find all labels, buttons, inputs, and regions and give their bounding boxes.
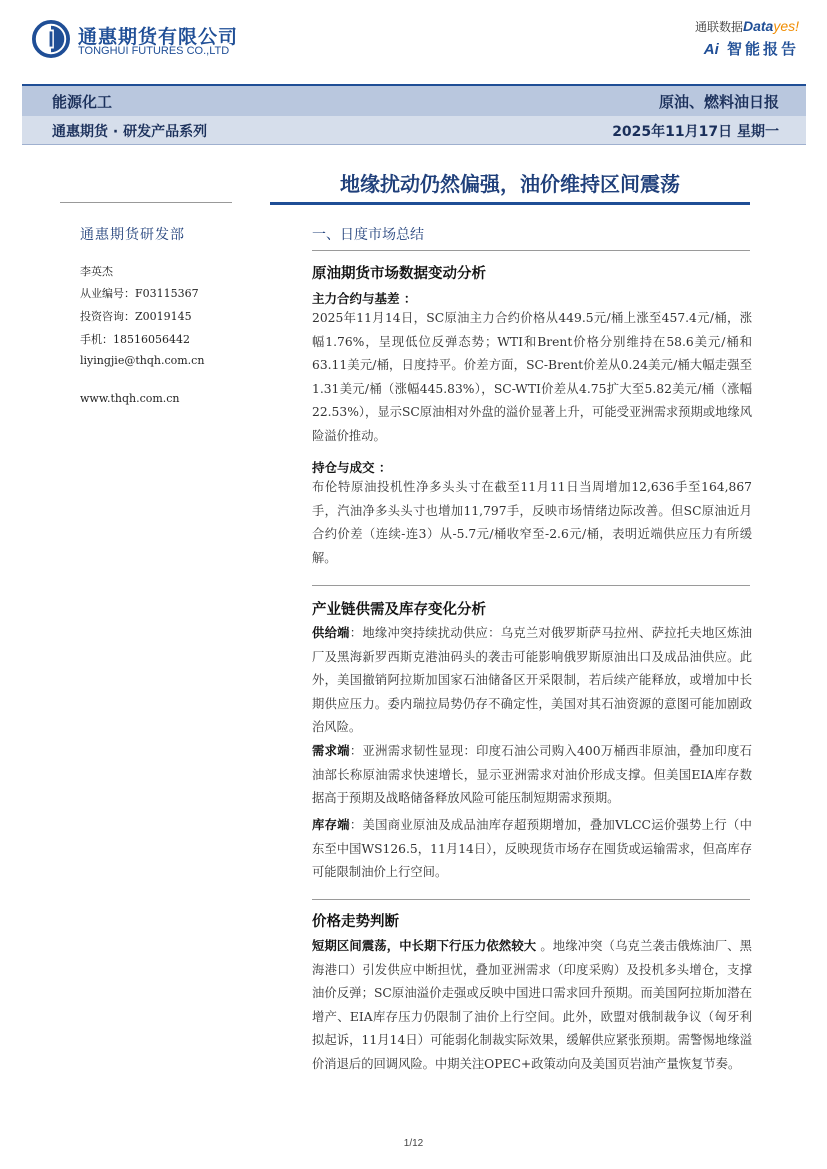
series-label: 通惠期货 · 研发产品系列 [52, 124, 208, 140]
paragraph-supply [312, 622, 752, 740]
block-divider-1 [312, 585, 750, 586]
ai-report-label: 智能报告 [726, 40, 799, 58]
text-inventory: ：美国商业原油及成品油库存超预期增加，叠加VLCC运价强势上行（中东至中国WS126.5，11月14日），反映现货市场存在囤货或运输需求，但高库存可能限制油价上行空间。 [312, 818, 752, 879]
analyst-name: 李英杰 [80, 265, 113, 278]
paragraph-price-trend [312, 935, 752, 1076]
phone-number: 手机：18516056442 [80, 333, 190, 346]
paragraph-inventory [312, 814, 752, 885]
report-date: 2025年11月17日 星期一 [612, 124, 779, 140]
datayes-brand [695, 18, 799, 35]
text-demand: ：亚洲需求韧性显现：印度石油公司购入400万桶西非原油，叠加印度石油部长称原油需求快速增长，显示亚洲需求对油价形成支撑。但美国EIA库存数据高于预期及战略储备释放风险可能压制短期需求预期。 [312, 744, 752, 805]
email-link[interactable]: liyingjie@thqh.com.cn [80, 354, 205, 367]
page-number: 1/12 [403, 1138, 424, 1149]
section-title: 一、日度市场总结 [312, 227, 424, 243]
license-number: 从业编号：F03115367 [80, 287, 199, 300]
datayes-brand-prefix: 通联数据 [694, 20, 743, 34]
price-trend-lead: 短期区间震荡，中长期下行压力依然较大 [312, 939, 537, 953]
sidebar-divider [60, 202, 232, 203]
report-title: 地缘扰动仍然偏强，油价维持区间震荡 [340, 172, 680, 196]
report-type-label: 原油、燃料油日报 [658, 93, 779, 111]
department-name: 通惠期货研发部 [80, 227, 185, 243]
ai-report-badge [704, 38, 799, 59]
company-name-cn: 通惠期货有限公司 [78, 26, 239, 48]
block-divider-2 [312, 899, 750, 900]
website-link[interactable]: www.thqh.com.cn [80, 392, 180, 405]
block-heading-price-trend: 价格走势判断 [312, 914, 399, 930]
sector-label: 能源化工 [52, 93, 113, 111]
company-name-en: TONGHUI FUTURES CO.,LTD [78, 45, 230, 57]
text-supply: ：地缘冲突持续扰动供应：乌克兰对俄罗斯萨马拉州、萨拉托夫地区炼油厂及黑海新罗西斯克港油码头的袭击可能影响俄罗斯原油出口及成品油供应。此外，美国撤销阿拉斯加国家石油储备区开采限制，若后续产能释放，或增加中长期供应压力。委内瑞拉局势仍存不确定性，美国对其石油资源的意图可能加剧政治风险。 [312, 626, 752, 734]
paragraph-contract-basis: 2025年11月14日，SC原油主力合约价格从449.5元/桶上涨至457.4元/桶，涨幅1.76%，呈现低位反弹态势；WTI和Brent价格分别维持在58.6美元/桶和63.11美元/桶，日度持平。价差方面，SC-Brent价差从0.24美元/桶大幅走强至1.31美元/桶（涨幅445.83%），SC-WTI价差从4.75扩大至5.82美元/桶（涨幅22.53%），显示SC原油相对外盘的溢价显著上升，可能受亚洲需求预期或地缘风险溢价推动。 [312, 311, 752, 443]
block-heading-market-data: 原油期货市场数据变动分析 [312, 266, 486, 282]
company-logo-icon [32, 20, 70, 58]
title-divider [270, 202, 750, 205]
label-inventory: 库存端 [312, 818, 350, 832]
ai-report-ai: Ai [703, 41, 719, 58]
price-trend-text: 。地缘冲突（乌克兰袭击俄炼油厂、黑海港口）引发供应中断担忧，叠加亚洲需求（印度采购）及投机多头增仓，支撑油价反弹；SC原油溢价走强或反映中国进口需求回升预期。而美国阿拉斯加潜在增产、EIA库存压力仍限制了油价上行空间。此外，欧盟对俄制裁争议（匈牙利拟起诉，11月14日）可能弱化制裁实际效果，缓解供应紧张预期。需警惕地缘溢价消退后的回调风险。中期关注OPEC+政策动向及美国页岩油产量恢复节奏。 [312, 939, 752, 1071]
section-divider [312, 250, 750, 251]
label-supply: 供给端 [312, 626, 350, 640]
consult-number: 投资咨询：Z0019145 [80, 310, 192, 323]
paragraph-demand [312, 740, 752, 811]
datayes-brand-data: Data [742, 18, 774, 34]
subheading-position-volume: 持仓与成交 ： [312, 460, 392, 475]
datayes-brand-yes: yes! [773, 18, 799, 34]
label-demand: 需求端 [312, 744, 350, 758]
paragraph-position-volume: 布伦特原油投机性净多头头寸在截至11月11日当周增加12,636手至164,867手，汽油净多头头寸也增加11,797手，反映市场情绪边际改善。但SC原油近月合约价差（连续-连3）从-5.7元/桶收窄至-2.6元/桶，表明近端供应压力有所缓解。 [312, 480, 752, 565]
block-heading-supply-demand: 产业链供需及库存变化分析 [312, 602, 486, 618]
subheading-contract-basis: 主力合约与基差 ： [312, 291, 417, 306]
